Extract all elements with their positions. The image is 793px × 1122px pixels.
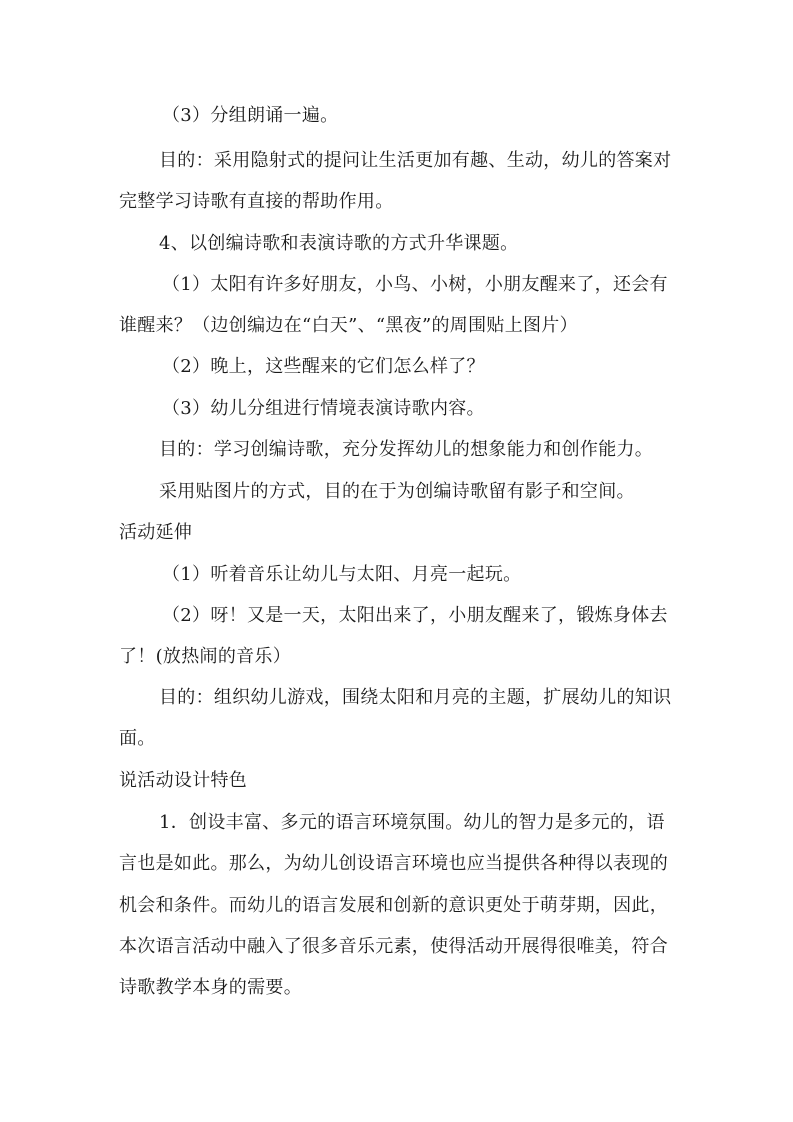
text-line-feature-1-cont-3: 本次语言活动中融入了很多音乐元素，使得活动开展得很唯美，符合 <box>119 936 668 957</box>
text-line-step-3-read: （3）分组朗诵一遍。 <box>162 105 339 126</box>
heading-design-features: 说活动设计特色 <box>119 770 248 791</box>
text-line-step-1-friends: （1）太阳有许多好朋友，小鸟、小树，小朋友醒来了，还会有 <box>162 274 668 295</box>
text-line-ext-2: （2）呀！又是一天，太阳出来了，小朋友醒来了，锻炼身体去 <box>162 605 668 626</box>
heading-activity-extension: 活动延伸 <box>119 522 193 543</box>
text-line-feature-1: 1．创设丰富、多元的语言环境氛围。幼儿的智力是多元的，语 <box>159 812 665 833</box>
text-line-feature-1-cont-4: 诗歌教学本身的需要。 <box>119 977 302 998</box>
text-line-purpose-3-cont: 面。 <box>119 728 156 749</box>
text-line-purpose-1: 目的：采用隐射式的提问让生活更加有趣、生动，幼儿的答案对 <box>159 150 672 171</box>
text-line-feature-1-cont-2: 机会和条件。而幼儿的语言发展和创新的意识更处于萌芽期，因此， <box>119 895 668 916</box>
text-line-purpose-2: 目的：学习创编诗歌，充分发挥幼儿的想象能力和创作能力。 <box>159 439 654 460</box>
text-line-ext-1: （1）听着音乐让幼儿与太阳、月亮一起玩。 <box>162 564 522 585</box>
text-line-feature-1-cont-1: 言也是如此。那么，为幼儿创设语言环境也应当提供各种得以表现的 <box>119 853 668 874</box>
text-line-ext-2-cont: 了！(放热闹的音乐） <box>119 646 292 667</box>
text-line-picture-method: 采用贴图片的方式，目的在于为创编诗歌留有影子和空间。 <box>159 481 635 502</box>
text-line-purpose-1-cont: 完整学习诗歌有直接的帮助作用。 <box>119 191 394 212</box>
text-line-section-4: 4、以创编诗歌和表演诗歌的方式升华课题。 <box>159 233 519 254</box>
text-line-step-2-night: （2）晚上，这些醒来的它们怎么样了？ <box>162 356 485 377</box>
text-line-purpose-3: 目的：组织幼儿游戏，围绕太阳和月亮的主题，扩展幼儿的知识 <box>159 687 672 708</box>
text-line-step-1-cont: 谁醒来？（边创编边在“白天”、“黑夜”的周围贴上图片） <box>119 315 578 336</box>
text-line-step-3-perform: （3）幼儿分组进行情境表演诗歌内容。 <box>162 398 485 419</box>
